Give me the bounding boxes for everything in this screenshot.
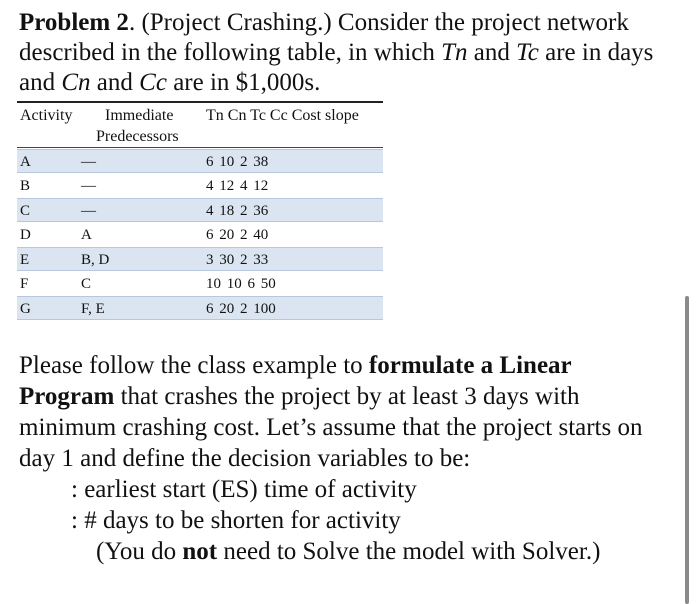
- activity-cell: E: [20, 252, 30, 268]
- activity-cell: C: [20, 203, 31, 219]
- problem-line-3-end: are in $1,000s.: [166, 69, 321, 96]
- activity-cell: A: [20, 154, 31, 170]
- predecessor-cell: F, E: [81, 301, 105, 317]
- and-text: and: [90, 69, 140, 96]
- values-cell: 4 18 2 36: [206, 203, 269, 219]
- predecessor-cell: C: [81, 276, 92, 292]
- activity-cell: F: [20, 276, 29, 292]
- table-row: [17, 296, 383, 320]
- instr-line-7: [19, 536, 700, 567]
- cn-symbol: Cn: [61, 69, 91, 96]
- instr-line-1: [19, 350, 700, 381]
- predecessor-cell: —: [81, 178, 96, 194]
- and-text: and: [467, 39, 517, 66]
- problem-line-1: [19, 8, 700, 38]
- instr-text: (You do: [96, 538, 183, 565]
- activity-cell: G: [20, 301, 31, 317]
- values-cell: 3 30 2 33: [206, 252, 269, 268]
- problem-line-3: [19, 68, 700, 98]
- values-cell: 6 20 2 40: [206, 227, 269, 243]
- problem-line-2-text: described in the following table, in which: [19, 39, 442, 66]
- instr-text: Please follow the class example to: [19, 352, 369, 379]
- problem-label: Problem 2: [19, 9, 129, 36]
- header-metrics: Tn Cn Tc Cc Cost slope: [206, 107, 359, 124]
- table-row: [17, 223, 383, 247]
- values-cell: 6 10 2 38: [206, 154, 269, 170]
- instr-bold: Program: [19, 383, 115, 410]
- predecessor-cell: B, D: [81, 252, 110, 268]
- header-immediate: Immediate: [105, 107, 174, 124]
- problem-line-2-end: are in days: [538, 39, 654, 66]
- instr-bold: formulate a Linear: [368, 352, 572, 379]
- header-activity: Activity: [20, 107, 73, 124]
- table-top-rule: [17, 101, 383, 103]
- instr-line-4: day 1 and define the decision variables to be:: [19, 445, 471, 472]
- problem-statement: [19, 8, 700, 98]
- table-row: [17, 174, 383, 198]
- problem-line-1-text: . (Project Crashing.) Consider the project network: [128, 9, 629, 36]
- values-cell: 4 12 4 12: [206, 178, 269, 194]
- and-text: and: [19, 69, 62, 96]
- predecessor-cell: —: [81, 154, 96, 170]
- problem-line-2: [19, 38, 700, 68]
- instr-line-5: : earliest start (ES) time of activity: [71, 476, 417, 503]
- instr-line-2: [19, 381, 700, 412]
- activity-cell: B: [20, 178, 31, 194]
- header-predecessors: Predecessors: [96, 128, 179, 145]
- instr-line-3: minimum crashing cost. Let’s assume that the project starts on: [19, 414, 643, 441]
- table-row: [17, 272, 383, 296]
- instr-text: need to Solve the model with Solver.): [217, 538, 601, 565]
- instr-bold: not: [182, 538, 218, 565]
- table-row: [17, 247, 383, 271]
- predecessor-cell: —: [81, 203, 96, 219]
- values-cell: 6 20 2 100: [206, 301, 276, 317]
- instructions: [19, 350, 700, 567]
- table-row: [17, 198, 383, 222]
- tn-symbol: Tn: [441, 39, 468, 66]
- cc-symbol: Cc: [139, 69, 167, 96]
- activity-cell: D: [20, 227, 31, 243]
- table-row: [17, 149, 383, 173]
- values-cell: 10 10 6 50: [206, 276, 276, 292]
- header-rule: [17, 147, 383, 148]
- predecessor-cell: A: [81, 227, 92, 243]
- tc-symbol: Tc: [516, 39, 539, 66]
- instr-line-6: : # days to be shorten for activity: [71, 507, 401, 534]
- instr-text: that crashes the project by at least 3 days with: [114, 383, 580, 410]
